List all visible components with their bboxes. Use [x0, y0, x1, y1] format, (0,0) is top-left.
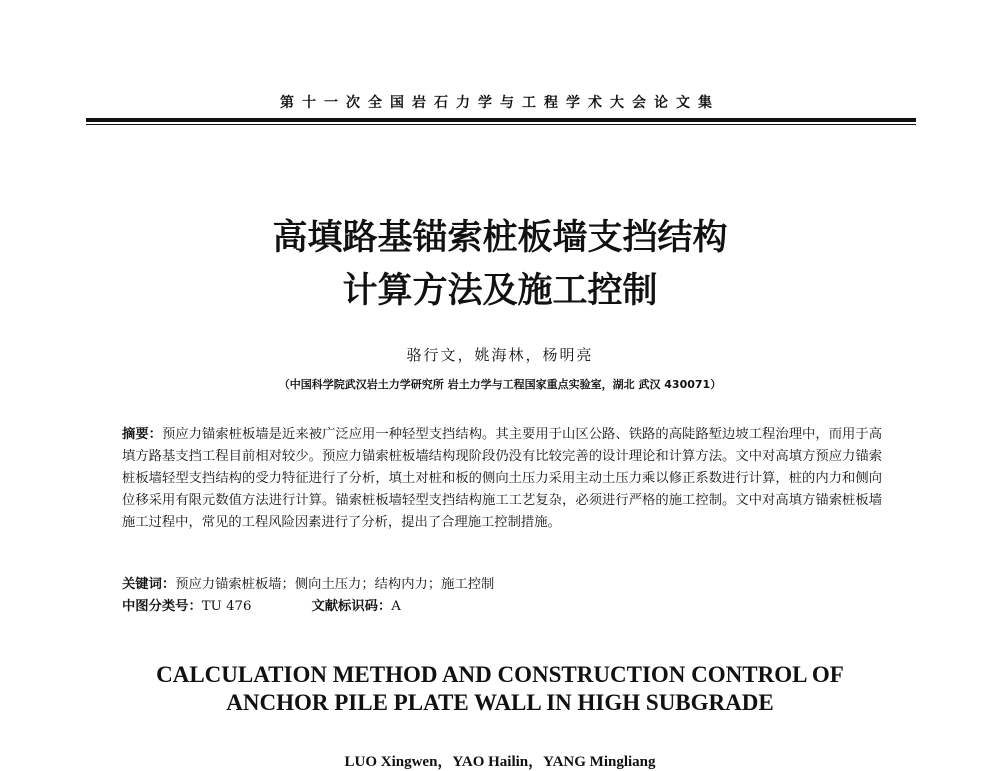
english-title-line2: ANCHOR PILE PLATE WALL IN HIGH SUBGRADE: [226, 690, 774, 715]
clc-value: TU 476: [201, 599, 252, 614]
header-rule-thin: [86, 124, 916, 125]
affiliation: （中国科学院武汉岩土力学研究所 岩土力学与工程国家重点实验室，湖北 武汉 430071）: [278, 378, 722, 391]
doc-code-value: A: [391, 599, 401, 614]
abstract-label: 摘要：: [122, 427, 163, 442]
english-authors: LUO Xingwen，YAO Hailin，YANG Mingliang: [344, 754, 656, 770]
running-header: 第十一次全国岩石力学与工程学术大会论文集: [280, 95, 720, 111]
clc-label: 中图分类号：: [122, 599, 202, 614]
keywords-label: 关键词：: [122, 577, 176, 592]
classification: [122, 596, 882, 618]
abstract: [122, 424, 882, 534]
keywords: [122, 574, 882, 596]
doc-code-label: 文献标识码：: [311, 599, 392, 614]
paper-title-line2: 计算方法及施工控制: [342, 271, 658, 311]
authors: 骆行文，姚海林，杨明亮: [406, 346, 594, 364]
english-title-line1: CALCULATION METHOD AND CONSTRUCTION CONTROL OF: [156, 662, 844, 687]
paper-title-line1: 高填路基锚索桩板墙支挡结构: [272, 218, 728, 258]
abstract-text: 预应力锚索桩板墙是近来被广泛应用一种轻型支挡结构。其主要用于山区公路、铁路的高陡路堑边坡工程治理中，而用于高填方路基支挡工程目前相对较少。预应力锚索桩板墙结构现阶段仍没有比较完善的设计理论和计算方法。文中对高填方预应力锚索桩板墙轻型支挡结构的受力特征进行了分析，填土对桩和板的侧向土压力采用主动土压力乘以修正系数进行计算，桩的内力和侧向位移采用有限元数值方法进行计算。锚索桩板墙轻型支挡结构施工工艺复杂，必须进行严格的施工控制。文中对高填方锚索桩板墙施工过程中，常见的工程风险因素进行了分析，提出了合理施工控制措施。: [122, 427, 883, 530]
keywords-text: 预应力锚索桩板墙；侧向土压力；结构内力；施工控制: [175, 577, 495, 592]
header-rule-thick: [86, 118, 916, 122]
